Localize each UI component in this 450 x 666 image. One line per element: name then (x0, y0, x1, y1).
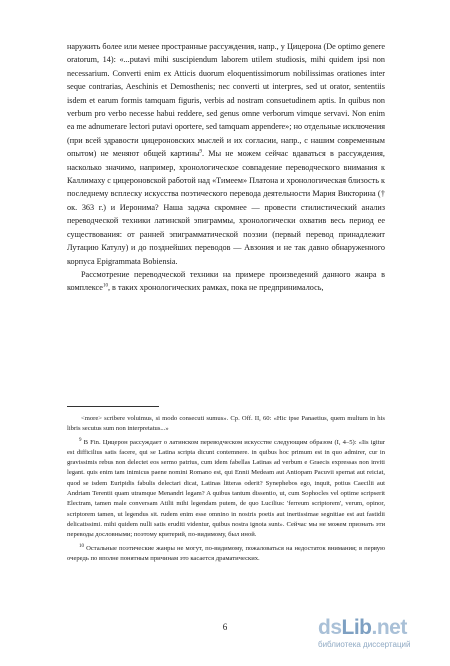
footnote-10-mark: 10 (79, 543, 84, 549)
watermark-logo (318, 617, 436, 639)
footnotes (67, 414, 385, 567)
watermark-brand-b: Lib (341, 616, 372, 639)
footnote-9-mark: 9 (79, 437, 82, 443)
page-number: 6 (222, 622, 228, 632)
main-text (67, 40, 385, 295)
paragraph-1 (67, 40, 385, 268)
footnote-ref-10[interactable]: 10 (102, 283, 108, 289)
footnote-9-text: В Fin. Цицерон рассуждает о латинском переводческом искусстве следующим образом (I, 4–5): «Iis igitur est difficilius satis facere, qui se Latina scripta dicunt contemnere. in quibus hoc primum est in quo admirer, cur in gravissimis rebus non delectet eos sermo patrius, cum idem fabellas Latinas ad verbum e Graecis expressas non inviti legant. quis enim tam inimicus paene nomini Romano est, qui Ennii Medeam aut Antiopam Pacuvii spernat aut reiciat, quod se isdem Euripidis fabulis delectari dicat, Latinas litteras oderit? Synephebos ego, inquit, potius Caecilii aut Andriam Terentii quam utramque Menandri legam? A quibus tantum dissentio, ut, cum Sophocles vel optime scripserit Electram, tamen male conversam Atilii mihi legendam putem, de quo Lucilius: 'ferreum scriptorem', verum, opinor, scriptorem tamen, ut legendus sit. rudem enim esse omnino in nostris poetis aut inertissimae segnitiae est aut fastidii delicatissimi. mihi quidem nulli satis eruditi videntur, quibus nostra ignota sunt». Сейчас мы не можем признать эти переводы дословными; поэтому критерий, по-видимому, был иной. (67, 438, 385, 539)
footnote-10-text: Остальные поэтические жанры не могут, по-видимому, пожаловаться на недостаток внимания; в первую очередь по вполне понятным причинам это касается драматических. (67, 544, 385, 562)
paragraph-1-tail: . Мы не можем сейчас вдаваться в рассуждения, насколько значимо, например, хронологическое совпадение переводческого внимания к Каллимаху с цицероновской работой над «Тимеем» Платона и хронологическая близость к последнему всплеску искусства поэтического перевода деятельности Мария Викторина († ок. 363 г.) и Иеронима? Наша задача скромнее — провести стилистический анализ переводческой техники латинской эпиграммы, хронологически охватив весь период ее существования: от ранней эпиграмматической поэзии (первый перевод принадлежит Лутацию Катулу) и до позднейших переводов — Авзония и не так давно обнаруженного корпуса Epigrammata Bobiensia. (67, 149, 385, 266)
footnote-continuation: <more> scribere voluimus, si modo consecuti sumus». Ср. Off. II, 60: «Hic ipse Panaetius, quem multum in his libris secutus sum non interpretatus...» (67, 415, 385, 433)
paragraph-2-text: Рассмотрение переводческой техники на примере произведений данного жанра в комплексе (67, 269, 385, 293)
paragraph-1-text: наружить более или менее пространные рассуждения, напр., у Цицерона (De optimo genere oratorum, 14): «...putavi mihi suscipiendum laborem utilem studiosis, mihi quidem ipsi non necessarium. Converti enim ex Atticis duorum eloquentissimorum nobilissimas orationes inter seque contrarias, Aeschinis et Demosthenis; nec converti ut interpres, sed ut orator, sententiis isdem et earum formis tamquam figuris, verbis ad nostram consuetudinem aptis. In quibus non verbum pro verbo necesse habui reddere, sed genus omne verborum vimque servavi. Non enim ea me adnumerare lectori putavi oportere, sed tamquam appendere»; но отдельные исключения (при всей здравости цицероновских мыслей и их согласии, напр., с нашим современным опытом) не меняют общей картины (67, 42, 385, 159)
footnote-10 (67, 544, 385, 565)
paragraph-2-tail: , в таких хронологических рамках, пока не предпринималось, (107, 283, 324, 293)
footnote-divider (67, 406, 159, 407)
footnote-ref-9[interactable]: 9 (199, 149, 203, 155)
footnote-9 (67, 438, 385, 541)
watermark-brand-a: ds (318, 616, 342, 639)
watermark-brand-c: .net (371, 616, 407, 639)
paragraph-2 (67, 268, 385, 295)
dslib-watermark[interactable] (318, 617, 436, 657)
watermark-subtitle: библиотека диссертаций (318, 640, 411, 649)
